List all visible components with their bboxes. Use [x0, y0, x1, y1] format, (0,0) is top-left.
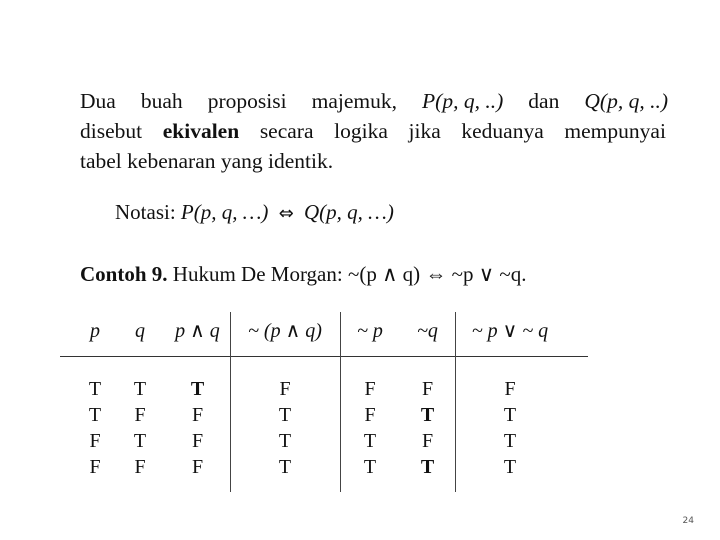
word: keduanya	[461, 119, 544, 143]
truth-value-cell: F	[191, 456, 204, 478]
keyword-ekivalen: ekivalen	[162, 119, 240, 143]
definition-line-1	[80, 86, 668, 116]
truth-value-cell: F	[364, 404, 376, 426]
truth-value-cell: T	[503, 456, 517, 478]
word: mempunyai	[564, 119, 666, 143]
truth-value-cell: F	[364, 378, 376, 400]
truth-value-cell: T	[278, 430, 292, 452]
proposition-q: Q(p, q, ..)	[584, 89, 668, 113]
truth-value-cell: F	[191, 430, 204, 452]
truth-table-column	[125, 312, 155, 478]
truth-value-cell: T	[363, 456, 377, 478]
page-number: 24	[682, 516, 694, 526]
truth-table-column	[340, 312, 400, 478]
column-header: q	[135, 320, 145, 342]
truth-value-cell: F	[134, 404, 146, 426]
definition-paragraph	[80, 86, 670, 176]
notation-line	[115, 200, 394, 225]
truth-value-cell: F	[89, 430, 101, 452]
truth-value-cell: F	[504, 378, 516, 400]
truth-table-column	[230, 312, 340, 478]
truth-table	[60, 312, 590, 494]
column-header: p ∧ q	[175, 320, 220, 342]
truth-table-column	[165, 312, 230, 478]
column-header: ~ p	[357, 320, 383, 342]
truth-value-cell: T	[278, 404, 292, 426]
truth-value-cell: T	[503, 404, 517, 426]
notation-right: Q(p, q, …)	[304, 200, 394, 224]
truth-table-column	[400, 312, 455, 478]
word: logika	[334, 119, 388, 143]
word: dan	[528, 89, 560, 113]
proposition-p: P(p, q, ..)	[422, 89, 504, 113]
truth-value-cell: T	[420, 456, 435, 478]
notation-left: P(p, q, …)	[180, 200, 269, 224]
truth-value-cell: T	[133, 378, 147, 400]
word: proposisi	[207, 89, 287, 113]
word: majemuk,	[311, 89, 397, 113]
truth-value-cell: F	[89, 456, 101, 478]
truth-value-cell: F	[279, 378, 291, 400]
column-header: p	[90, 320, 100, 342]
truth-value-cell: T	[133, 430, 147, 452]
definition-line-2	[80, 116, 666, 146]
example-label: Contoh 9.	[80, 262, 168, 286]
truth-value-cell: F	[191, 404, 204, 426]
truth-value-cell: T	[278, 456, 292, 478]
example-line	[80, 262, 527, 287]
word: buah	[140, 89, 183, 113]
word: Dua	[80, 89, 116, 113]
table-header-rule	[60, 356, 588, 357]
truth-value-cell: T	[420, 404, 435, 426]
truth-value-cell: F	[421, 378, 434, 400]
word: jika	[408, 119, 441, 143]
definition-line-3: tabel kebenaran yang identik.	[80, 149, 334, 173]
truth-value-cell: F	[421, 430, 434, 452]
truth-value-cell: T	[363, 430, 377, 452]
truth-value-cell: F	[134, 456, 146, 478]
notation-label: Notasi:	[115, 200, 176, 224]
example-text: Hukum De Morgan: ~(p ∧ q) ⇔ ~p ∨ ~q.	[172, 262, 527, 286]
word: disebut	[80, 119, 143, 143]
column-header: ~q	[417, 320, 438, 342]
column-header: ~ (p ∧ q)	[248, 320, 322, 342]
truth-value-cell: T	[88, 378, 102, 400]
column-header: ~ p ∨ ~ q	[471, 320, 549, 342]
truth-value-cell: T	[88, 404, 102, 426]
truth-table-column	[455, 312, 565, 478]
truth-table-column	[80, 312, 110, 478]
truth-value-cell: T	[190, 378, 205, 400]
word: secara	[259, 119, 314, 143]
equivalence-symbol: ⇔	[278, 203, 294, 224]
truth-value-cell: T	[503, 430, 517, 452]
